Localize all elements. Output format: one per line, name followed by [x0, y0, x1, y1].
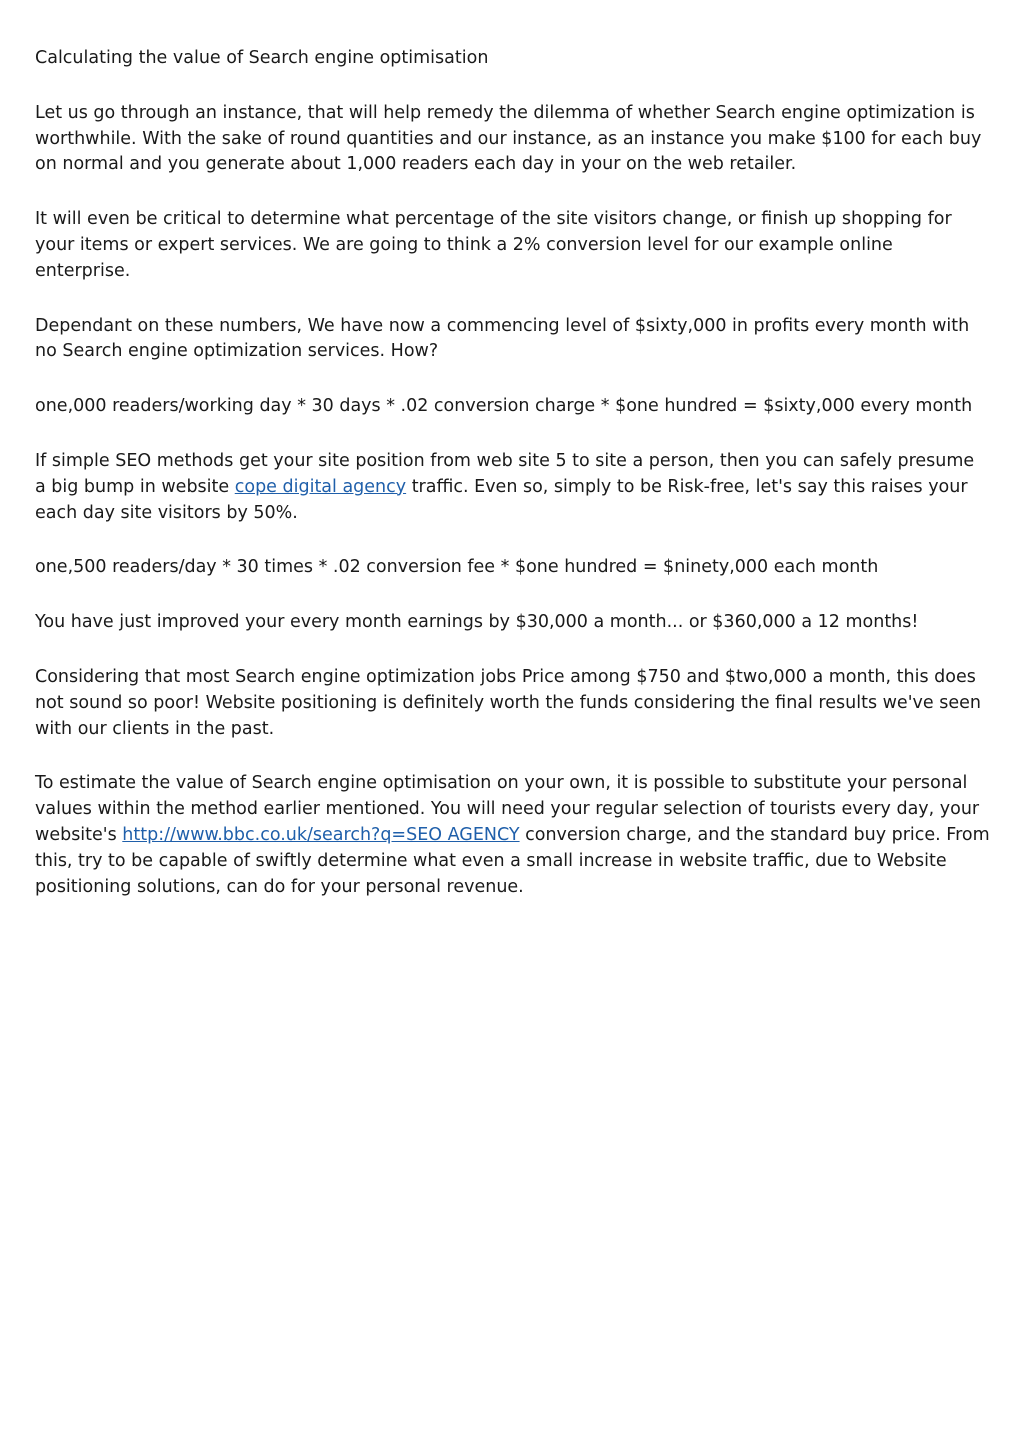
- paragraph-estimate: [35, 771, 990, 900]
- formula-baseline: one,000 readers/working day * 30 days * .02 conversion charge * $one hundred = $sixty,000 every month: [35, 396, 973, 417]
- link-cope-digital-agency[interactable]: cope digital agency: [234, 476, 407, 497]
- paragraph-text: To estimate the value of Search engine optimisation on your own, it is possible to substitute your personal values within the method earlier mentioned. You will need your regular selection of tourists every day, your website's: [35, 773, 980, 845]
- paragraph-cost: Considering that most Search engine optimization jobs Price among $750 and $two,000 a month, this does not sound so poor! Website positioning is definitely worth the funds considering the final results we've seen with our clients in the past.: [35, 666, 981, 739]
- paragraph-baseline: Dependant on these numbers, We have now a commencing level of $sixty,000 in profits every month with no Search engine optimization services. How?: [35, 315, 970, 362]
- document-title: Calculating the value of Search engine optimisation: [35, 48, 489, 68]
- link-bbc-search[interactable]: http://www.bbc.co.uk/search?q=SEO AGENCY: [122, 824, 520, 845]
- paragraph-earnings: You have just improved your every month earnings by $30,000 a month... or $360,000 a 12 months!: [35, 612, 919, 633]
- paragraph-text: conversion charge, and the standard buy price. From this, try to be capable of swiftly determine what even a small increase in website traffic, due to Website positioning solutions, can do for your personal revenue.: [35, 824, 990, 897]
- paragraph-conversion: It will even be critical to determine what percentage of the site visitors change, or finish up shopping for your items or expert services. We are going to think a 2% conversion level for our example online enterprise.: [35, 209, 952, 281]
- paragraph-intro: Let us go through an instance, that will help remedy the dilemma of whether Search engine optimization is worthwhile. With the sake of round quantities and our instance, as an instance you make $100 for each buy on normal and you generate about 1,000 readers each day in your on the web retailer.: [35, 102, 982, 175]
- paragraph-text: traffic. Even so, simply to be Risk-free, let's say this raises your each day site visitors by 50%.: [35, 476, 968, 523]
- paragraph-text: If simple SEO methods get your site position from web site 5 to site a person, then you can safely presume a big bump in website: [35, 450, 975, 497]
- paragraph-seo-bump: [35, 449, 990, 526]
- document-body: [35, 46, 990, 929]
- formula-improved: one,500 readers/day * 30 times * .02 conversion fee * $one hundred = $ninety,000 each month: [35, 557, 879, 578]
